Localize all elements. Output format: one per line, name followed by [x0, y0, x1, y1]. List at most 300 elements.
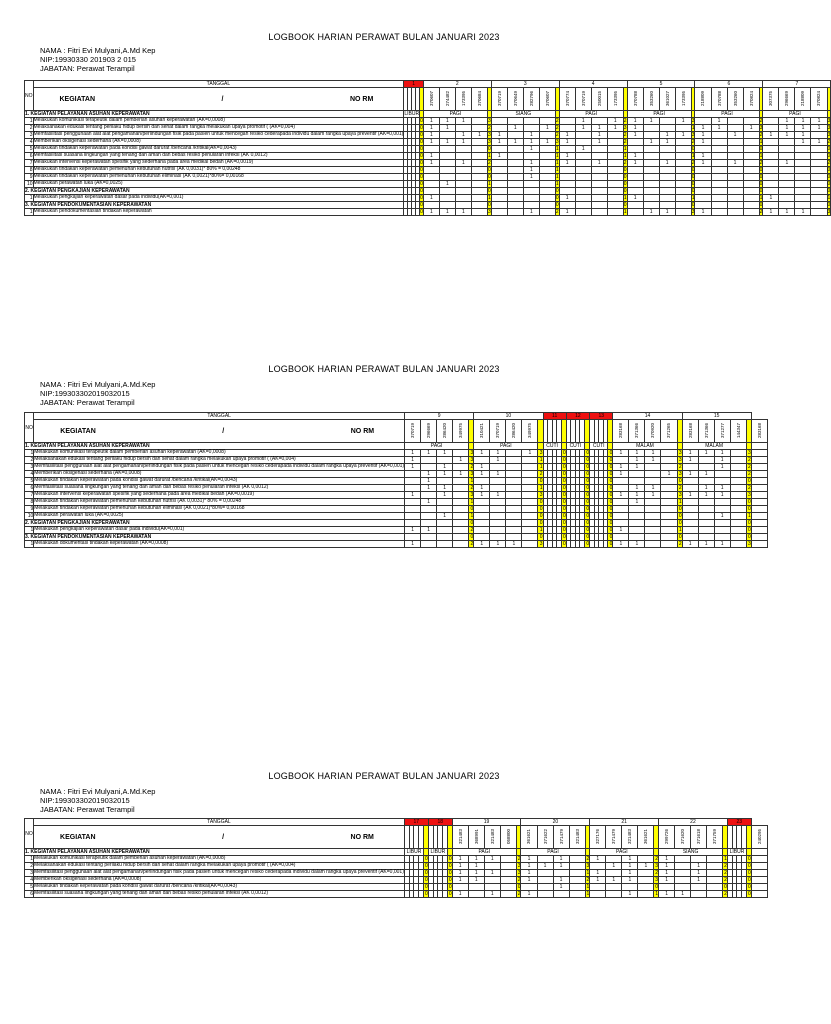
- tally-cell: [727, 181, 743, 188]
- row-number: 3: [25, 132, 34, 139]
- day-number: 21: [590, 819, 659, 826]
- tally-cell: 1: [405, 450, 421, 457]
- tally-cell: [455, 153, 471, 160]
- tally-cell: [421, 492, 437, 499]
- tally-cell: [575, 160, 591, 167]
- daily-sum: 2: [748, 485, 751, 491]
- tally-cell: [569, 877, 585, 884]
- tally-cell: [553, 870, 569, 877]
- tally-cell: [763, 139, 779, 146]
- daily-sum: 2: [827, 139, 831, 145]
- tally-cell: 1: [711, 118, 727, 125]
- tally-cell: [613, 478, 629, 485]
- tally-cell: [691, 891, 707, 898]
- tally-cell: [523, 153, 539, 160]
- tally-cell: [522, 457, 538, 464]
- tally-cell: 1: [523, 160, 539, 167]
- tally-cell: [695, 118, 711, 125]
- tally-cell: [522, 492, 538, 499]
- daily-sum: 0: [563, 492, 566, 498]
- tally-cell: [711, 195, 727, 202]
- tally-cell: [437, 541, 453, 548]
- tally-cell: 1: [795, 125, 811, 132]
- rm-number: 173395: [675, 88, 691, 111]
- rm-number: 370788: [627, 88, 643, 111]
- daily-sum: 3: [827, 209, 831, 215]
- tally-cell: [691, 856, 707, 863]
- tally-cell: [575, 132, 591, 139]
- tally-cell: [622, 884, 638, 891]
- tally-cell: [607, 195, 623, 202]
- daily-sum: 0: [691, 167, 695, 173]
- tally-cell: 1: [629, 541, 645, 548]
- tally-cell: [743, 118, 759, 125]
- tally-cell: [437, 527, 453, 534]
- daily-sum: 2: [623, 139, 627, 145]
- tally-cell: [591, 153, 607, 160]
- tally-cell: [730, 506, 746, 513]
- tally-cell: [474, 499, 490, 506]
- logbook-table: [24, 412, 768, 548]
- tally-cell: 1: [627, 132, 643, 139]
- daily-sum: 0: [747, 863, 751, 869]
- tally-cell: [661, 492, 677, 499]
- tally-cell: [743, 181, 759, 188]
- activity-row: [25, 541, 768, 548]
- section-heading: 1. KEGIATAN PELAYANAN ASUHAN KEPERAWATAN: [25, 443, 405, 450]
- tally-cell: [490, 527, 506, 534]
- rm-number: 370824: [811, 88, 827, 111]
- daily-sum: 0: [487, 174, 491, 180]
- tally-cell: [606, 870, 622, 877]
- tally-cell: [645, 478, 661, 485]
- tally-cell: [506, 464, 522, 471]
- tally-cell: 1: [490, 471, 506, 478]
- tally-cell: 1: [763, 132, 779, 139]
- daily-sum: 0: [448, 870, 452, 876]
- tally-cell: 1: [521, 856, 537, 863]
- staff-nama: NAMA : Fitri Evi Mulyani,A.Md Kep: [40, 46, 156, 55]
- tally-cell: 1: [559, 160, 575, 167]
- tally-cell: [523, 118, 539, 125]
- tally-cell: 1: [553, 856, 569, 863]
- tally-cell: [711, 139, 727, 146]
- tally-cell: [730, 457, 746, 464]
- tally-cell: [539, 118, 555, 125]
- tally-cell: 1: [474, 471, 490, 478]
- tally-cell: [453, 527, 469, 534]
- tally-cell: [453, 478, 469, 485]
- no-header: NO: [25, 413, 34, 443]
- tally-cell: 1: [423, 132, 439, 139]
- daily-sum: 0: [748, 527, 751, 533]
- daily-sum: 0: [448, 863, 452, 869]
- daily-sum: 0: [609, 513, 613, 519]
- daily-sum: 1: [691, 125, 695, 131]
- daily-sum: 0: [691, 146, 695, 152]
- tally-cell: 1: [627, 125, 643, 132]
- activity-description: Memfasilitasi penggunaan alat alat pengamanan/perlindungan fisik pada pasien untuk mencegah resiko cederapada individu dalam rangka upaya preventif (AK=0,001): [33, 131, 404, 138]
- row-number: 7: [25, 160, 34, 167]
- activity-description: Melakukan komunikasi terapeutik dalam pemberian asuhan keperawatan (AK=0,0008): [34, 856, 405, 863]
- tally-cell: [795, 160, 811, 167]
- daily-sum: 1: [470, 513, 474, 519]
- tally-cell: [743, 160, 759, 167]
- daily-sum: 2: [487, 160, 491, 166]
- tally-cell: 1: [629, 450, 645, 457]
- day-number: 5: [627, 81, 695, 88]
- daily-sum: 0: [609, 499, 613, 505]
- tally-cell: [730, 513, 746, 520]
- tally-cell: [675, 181, 691, 188]
- row-number: 1: [25, 209, 34, 216]
- daily-sum: 0: [448, 891, 452, 897]
- tally-cell: 1: [714, 464, 730, 471]
- tally-cell: 1: [474, 541, 490, 548]
- tally-cell: [423, 146, 439, 153]
- row-number: 1: [25, 856, 34, 863]
- daily-sum: 0: [609, 464, 613, 470]
- daily-sum: 0: [623, 181, 627, 187]
- daily-sum: 0: [563, 513, 566, 519]
- tally-cell: [559, 174, 575, 181]
- tally-cell: [539, 195, 555, 202]
- tally-cell: 1: [484, 870, 500, 877]
- tally-cell: [490, 485, 506, 492]
- tally-cell: 1: [622, 877, 638, 884]
- tally-cell: [539, 209, 555, 216]
- tally-cell: [629, 478, 645, 485]
- shift-label: PAGI: [423, 111, 487, 118]
- rm-number: 361621: [521, 826, 537, 849]
- daily-sum: 2: [655, 870, 659, 876]
- no-header: NO: [25, 819, 34, 849]
- tally-cell: [707, 870, 723, 877]
- daily-sum: 1: [487, 181, 491, 187]
- tally-cell: [506, 527, 522, 534]
- tally-cell: [500, 884, 516, 891]
- tally-cell: [811, 181, 827, 188]
- tally-cell: 1: [539, 125, 555, 132]
- row-number: 7: [25, 492, 34, 499]
- tally-cell: [661, 464, 677, 471]
- daily-sum: 0: [448, 877, 452, 883]
- tally-cell: 1: [523, 174, 539, 181]
- tally-cell: 1: [590, 877, 606, 884]
- row-number: 8: [25, 167, 34, 174]
- tally-cell: [591, 181, 607, 188]
- tally-cell: [682, 478, 698, 485]
- tally-cell: [471, 118, 487, 125]
- section-heading-row: 2. KEGIATAN PENGKAJIAN KEPERAWATAN 0 0 0 0 0 0 0: [25, 188, 831, 194]
- rm-number-extra: 283168: [751, 420, 767, 443]
- tally-cell: [490, 464, 506, 471]
- rm-number: 371479: [606, 826, 622, 849]
- daily-sum: 0: [563, 485, 566, 491]
- daily-sum: 2: [586, 856, 590, 862]
- tally-cell: 1: [627, 153, 643, 160]
- tally-cell: [779, 139, 795, 146]
- tally-cell: 1: [659, 891, 675, 898]
- tally-cell: 1: [682, 450, 698, 457]
- tally-cell: [675, 195, 691, 202]
- day-number: 14: [613, 413, 682, 420]
- tally-cell: [695, 195, 711, 202]
- day-number: 9: [405, 413, 474, 420]
- tally-cell: 1: [698, 450, 714, 457]
- daily-sum: 1: [586, 884, 590, 890]
- tally-cell: [507, 167, 523, 174]
- daily-sum: 3: [470, 471, 474, 477]
- tally-cell: 1: [423, 153, 439, 160]
- activity-description: Memberikan oksigenasi sederhana (AK=0,0008): [34, 471, 405, 478]
- tally-cell: 1: [453, 471, 469, 478]
- tally-cell: [698, 478, 714, 485]
- tally-cell: [537, 891, 553, 898]
- activity-description: Melakukan pendokumentasian tindakan keperawatan: [33, 209, 404, 216]
- slash-label: /: [222, 427, 225, 435]
- tally-cell: [474, 478, 490, 485]
- tally-cell: [743, 146, 759, 153]
- tally-cell: [627, 174, 643, 181]
- daily-sum: 3: [655, 877, 659, 883]
- tally-cell: [645, 471, 661, 478]
- day-number: 15: [682, 413, 751, 420]
- rm-number: 321483: [452, 826, 468, 849]
- staff-nip: NIP:19930330 201903 2 015: [40, 55, 136, 64]
- tally-cell: [711, 209, 727, 216]
- section-heading: 1. KEGIATAN PELAYANAN ASUHAN KEPERAWATAN: [25, 849, 405, 856]
- tally-cell: [506, 450, 522, 457]
- tally-cell: [507, 146, 523, 153]
- tally-cell: 1: [553, 884, 569, 891]
- daily-sum: 0: [586, 513, 590, 519]
- tally-cell: [537, 870, 553, 877]
- tally-cell: 1: [613, 450, 629, 457]
- tally-cell: [474, 527, 490, 534]
- shift-label: SIANG: [659, 849, 723, 856]
- tally-cell: 1: [523, 132, 539, 139]
- tally-cell: [763, 125, 779, 132]
- tally-cell: [695, 167, 711, 174]
- tally-cell: [659, 153, 675, 160]
- daily-sum: 1: [555, 167, 559, 173]
- tally-cell: [682, 513, 698, 520]
- tally-cell: 1: [559, 195, 575, 202]
- daily-sum: 0: [420, 174, 423, 180]
- tally-cell: 1: [521, 863, 537, 870]
- tally-cell: [675, 139, 691, 146]
- row-number: 5: [25, 146, 34, 153]
- staff-info: [40, 787, 155, 814]
- tally-cell: 1: [474, 485, 490, 492]
- tally-cell: 1: [523, 146, 539, 153]
- daily-sum: 0: [586, 485, 590, 491]
- row-number: 2: [25, 125, 34, 132]
- tally-cell: [711, 160, 727, 167]
- day-number: 20: [521, 819, 590, 826]
- daily-sum: 2: [724, 891, 727, 897]
- tally-cell: 1: [714, 485, 730, 492]
- tally-cell: 1: [714, 513, 730, 520]
- daily-sum: 0: [586, 450, 590, 456]
- tally-cell: [675, 863, 691, 870]
- tally-cell: 1: [423, 139, 439, 146]
- tally-cell: [727, 209, 743, 216]
- tally-cell: [506, 478, 522, 485]
- daily-sum: 2: [759, 160, 763, 166]
- daily-sum: 3: [623, 125, 627, 131]
- rm-number: 173395: [607, 88, 623, 111]
- daily-sum: 0: [420, 139, 423, 145]
- daily-sum: 2: [724, 863, 727, 869]
- daily-sum: 0: [586, 541, 590, 547]
- tally-cell: [490, 478, 506, 485]
- tally-cell: [506, 499, 522, 506]
- daily-sum: 2: [759, 209, 763, 215]
- tally-cell: 1: [405, 457, 421, 464]
- tally-cell: 1: [559, 153, 575, 160]
- tally-cell: 1: [490, 457, 506, 464]
- tally-cell: 1: [553, 863, 569, 870]
- tally-cell: [675, 174, 691, 181]
- tally-cell: [423, 167, 439, 174]
- tally-cell: 1: [645, 492, 661, 499]
- logbook-title: LOGBOOK HARIAN PERAWAT BULAN JANUARI 2023: [268, 32, 500, 42]
- daily-sum: 0: [759, 174, 763, 180]
- tally-cell: [811, 174, 827, 181]
- tally-cell: 1: [423, 160, 439, 167]
- tally-cell: [795, 153, 811, 160]
- daily-sum: 3: [678, 457, 682, 463]
- tally-cell: [711, 132, 727, 139]
- tally-cell: [455, 181, 471, 188]
- tally-cell: [606, 884, 622, 891]
- tally-cell: [455, 174, 471, 181]
- daily-sum: 0: [827, 167, 831, 173]
- tally-cell: [711, 181, 727, 188]
- tally-cell: 1: [643, 139, 659, 146]
- tally-cell: [471, 209, 487, 216]
- daily-sum: 2: [623, 132, 627, 138]
- daily-sum: 3: [487, 209, 491, 215]
- tally-cell: 1: [743, 125, 759, 132]
- tally-cell: [423, 181, 439, 188]
- daily-sum: 0: [563, 450, 566, 456]
- tally-cell: [763, 160, 779, 167]
- row-number: 1: [25, 450, 34, 457]
- tally-cell: 1: [591, 139, 607, 146]
- row-number: 10: [25, 181, 34, 188]
- tally-cell: [522, 464, 538, 471]
- daily-sum: 0: [623, 174, 627, 180]
- daily-sum: 0: [586, 457, 590, 463]
- tally-cell: [405, 478, 421, 485]
- tally-cell: 1: [591, 132, 607, 139]
- tally-cell: [439, 160, 455, 167]
- daily-sum: 0: [609, 506, 613, 512]
- tally-cell: [491, 146, 507, 153]
- daily-sum: 0: [586, 478, 590, 484]
- daily-sum: 1: [555, 146, 559, 152]
- rm-number: 296669: [779, 88, 795, 111]
- tally-cell: [698, 499, 714, 506]
- daily-sum: 0: [609, 457, 613, 463]
- daily-sum: 2: [759, 118, 763, 124]
- row-number: 3: [25, 870, 34, 877]
- tally-cell: [607, 174, 623, 181]
- tally-cell: 1: [490, 541, 506, 548]
- tally-cell: [439, 146, 455, 153]
- daily-sum: 1: [539, 485, 543, 491]
- tally-cell: [507, 195, 523, 202]
- day-number: 1: [404, 81, 424, 88]
- daily-sum: 0: [517, 884, 521, 890]
- logbook-table: [24, 818, 768, 898]
- rm-number: 349975: [522, 420, 538, 443]
- tally-cell: [591, 146, 607, 153]
- tally-cell: [695, 146, 711, 153]
- tally-cell: 1: [491, 132, 507, 139]
- tally-cell: [763, 118, 779, 125]
- daily-sum: 0: [586, 471, 590, 477]
- daily-sum: 3: [748, 492, 751, 498]
- tally-cell: 1: [523, 209, 539, 216]
- norm-label: NO RM: [350, 427, 375, 435]
- daily-sum: 0: [424, 870, 428, 876]
- tally-cell: [506, 513, 522, 520]
- daily-sum: 0: [827, 153, 831, 159]
- tally-cell: [452, 884, 468, 891]
- tally-cell: [743, 139, 759, 146]
- tally-cell: [569, 863, 585, 870]
- tally-cell: [522, 506, 538, 513]
- tally-cell: 1: [606, 863, 622, 870]
- activity-description: Melakukan dokumentasi tindakan keperawatan (AK=0,0008): [34, 541, 405, 548]
- tally-cell: [691, 884, 707, 891]
- tally-cell: [523, 195, 539, 202]
- tally-cell: 1: [613, 541, 629, 548]
- tally-cell: [553, 891, 569, 898]
- row-number: 1: [25, 527, 34, 534]
- shift-label: PAGI: [590, 849, 654, 856]
- tally-cell: [607, 139, 623, 146]
- tally-cell: [559, 146, 575, 153]
- daily-sum: 0: [420, 153, 423, 159]
- daily-sum: 3: [487, 139, 491, 145]
- tally-cell: [591, 174, 607, 181]
- tally-cell: [471, 195, 487, 202]
- tally-cell: 1: [698, 471, 714, 478]
- daily-sum: 1: [539, 527, 543, 533]
- tally-cell: 1: [795, 118, 811, 125]
- tally-cell: [643, 195, 659, 202]
- rm-number: 368991: [468, 826, 484, 849]
- daily-sum: 1: [748, 513, 751, 519]
- tally-cell: 1: [779, 160, 795, 167]
- section-heading: 1. KEGIATAN PELAYANAN ASUHAN KEPERAWATAN: [25, 111, 404, 118]
- tally-cell: [590, 884, 606, 891]
- daily-sum: 0: [563, 464, 566, 470]
- shift-label: LIBUR: [428, 849, 447, 856]
- row-number: 1: [25, 541, 34, 548]
- daily-sum: 2: [623, 160, 627, 166]
- tally-cell: [661, 478, 677, 485]
- tally-cell: [659, 174, 675, 181]
- tally-cell: 1: [695, 160, 711, 167]
- tally-cell: [695, 181, 711, 188]
- tally-cell: 1: [575, 146, 591, 153]
